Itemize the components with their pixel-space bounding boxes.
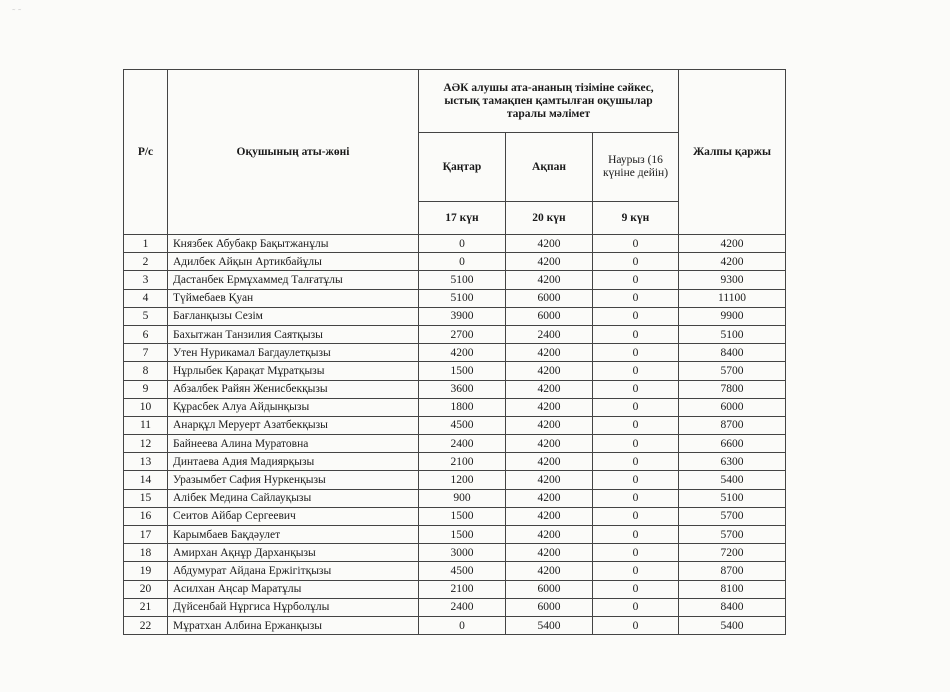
amount-total: 4200 (679, 235, 786, 253)
amount-total: 7800 (679, 380, 786, 398)
amount-mar: 0 (593, 526, 679, 544)
row-number: 8 (124, 362, 168, 380)
amount-total: 5700 (679, 507, 786, 525)
amount-total: 6300 (679, 453, 786, 471)
student-name: Құрасбек Алуа Айдынқызы (168, 398, 419, 416)
amount-jan: 3900 (419, 307, 506, 325)
amount-total: 8700 (679, 416, 786, 434)
amount-total: 11100 (679, 289, 786, 307)
amount-jan: 4500 (419, 562, 506, 580)
amount-mar: 0 (593, 598, 679, 616)
amount-feb: 4200 (506, 489, 593, 507)
amount-jan: 5100 (419, 289, 506, 307)
amount-total: 4200 (679, 253, 786, 271)
row-number: 4 (124, 289, 168, 307)
header-month-mar: Наурыз (16 күніне дейін) (593, 133, 679, 202)
amount-total: 8100 (679, 580, 786, 598)
row-number: 18 (124, 544, 168, 562)
amount-total: 9900 (679, 307, 786, 325)
amount-feb: 4200 (506, 380, 593, 398)
header-month-feb: Ақпан (506, 133, 593, 202)
amount-mar: 0 (593, 362, 679, 380)
table-row (124, 435, 786, 453)
amount-total: 6600 (679, 435, 786, 453)
row-number: 16 (124, 507, 168, 525)
amount-feb: 2400 (506, 325, 593, 343)
student-name: Уразымбет Сафия Нуркенқызы (168, 471, 419, 489)
row-number: 7 (124, 344, 168, 362)
row-number: 6 (124, 325, 168, 343)
amount-total: 8400 (679, 598, 786, 616)
amount-jan: 3600 (419, 380, 506, 398)
table-row (124, 271, 786, 289)
student-name: Анарқұл Меруерт Азатбекқызы (168, 416, 419, 434)
row-number: 19 (124, 562, 168, 580)
amount-total: 5100 (679, 489, 786, 507)
row-number: 2 (124, 253, 168, 271)
amount-jan: 3000 (419, 544, 506, 562)
amount-feb: 4200 (506, 526, 593, 544)
amount-jan: 2700 (419, 325, 506, 343)
student-name: Дүйсенбай Нұргиса Нұрболұлы (168, 598, 419, 616)
student-name: Утен Нурикамал Багдаулетқызы (168, 344, 419, 362)
amount-mar: 0 (593, 435, 679, 453)
table-row (124, 235, 786, 253)
table-row (124, 544, 786, 562)
student-name: Адилбек Айқын Артикбайұлы (168, 253, 419, 271)
amount-feb: 4200 (506, 235, 593, 253)
header-days-jan: 17 күн (419, 202, 506, 235)
amount-feb: 4200 (506, 416, 593, 434)
row-number: 3 (124, 271, 168, 289)
header-month-jan: Қаңтар (419, 133, 506, 202)
table-row (124, 416, 786, 434)
table-row (124, 344, 786, 362)
row-number: 1 (124, 235, 168, 253)
row-number: 12 (124, 435, 168, 453)
row-number: 20 (124, 580, 168, 598)
student-name: Нұрлыбек Қарақат Мұратқызы (168, 362, 419, 380)
amount-mar: 0 (593, 380, 679, 398)
header-total: Жалпы қаржы (679, 70, 786, 235)
table-row (124, 562, 786, 580)
table-row (124, 616, 786, 634)
header-days-feb: 20 күн (506, 202, 593, 235)
student-name: Абзалбек Райян Женисбекқызы (168, 380, 419, 398)
amount-mar: 0 (593, 471, 679, 489)
row-number: 10 (124, 398, 168, 416)
amount-mar: 0 (593, 453, 679, 471)
student-name: Бағланқызы Сезім (168, 307, 419, 325)
amount-jan: 1500 (419, 362, 506, 380)
amount-total: 8400 (679, 344, 786, 362)
table-row (124, 380, 786, 398)
row-number: 22 (124, 616, 168, 634)
amount-jan: 0 (419, 235, 506, 253)
amount-mar: 0 (593, 489, 679, 507)
table-row (124, 471, 786, 489)
student-name: Түймебаев Қуан (168, 289, 419, 307)
table-row (124, 489, 786, 507)
row-number: 13 (124, 453, 168, 471)
amount-jan: 1800 (419, 398, 506, 416)
amount-total: 7200 (679, 544, 786, 562)
amount-jan: 1200 (419, 471, 506, 489)
student-name: Асилхан Аңсар Маратұлы (168, 580, 419, 598)
row-number: 14 (124, 471, 168, 489)
amount-jan: 5100 (419, 271, 506, 289)
amount-total: 5700 (679, 362, 786, 380)
row-number: 21 (124, 598, 168, 616)
amount-feb: 4200 (506, 435, 593, 453)
amount-jan: 2400 (419, 435, 506, 453)
amount-total: 8700 (679, 562, 786, 580)
amount-feb: 4200 (506, 453, 593, 471)
student-name: Амирхан Ақнұр Дарханқызы (168, 544, 419, 562)
amount-feb: 4200 (506, 562, 593, 580)
header-group-title: АӘК алушы ата-ананың тізіміне сәйкес, ыстық тамақпен қамтылған оқушылар таралы мәлімет (419, 70, 679, 133)
amount-mar: 0 (593, 325, 679, 343)
table-row (124, 307, 786, 325)
table-header (124, 70, 786, 235)
amount-feb: 4200 (506, 507, 593, 525)
table-row (124, 289, 786, 307)
student-name: Динтаева Адия Мадиярқызы (168, 453, 419, 471)
amount-feb: 4200 (506, 271, 593, 289)
amount-mar: 0 (593, 289, 679, 307)
table-row (124, 507, 786, 525)
amount-mar: 0 (593, 344, 679, 362)
student-name: Мұратхан Албина Ержанқызы (168, 616, 419, 634)
table-row (124, 325, 786, 343)
amount-mar: 0 (593, 398, 679, 416)
amount-mar: 0 (593, 562, 679, 580)
table-row (124, 398, 786, 416)
header-num: Р/с (124, 70, 168, 235)
amount-mar: 0 (593, 580, 679, 598)
amount-jan: 2400 (419, 598, 506, 616)
amount-mar: 0 (593, 507, 679, 525)
scan-mark: ˜ ˜ (12, 8, 22, 19)
amount-total: 6000 (679, 398, 786, 416)
amount-mar: 0 (593, 235, 679, 253)
amount-mar: 0 (593, 253, 679, 271)
row-number: 17 (124, 526, 168, 544)
amount-feb: 4200 (506, 344, 593, 362)
amount-total: 5400 (679, 616, 786, 634)
amount-jan: 4500 (419, 416, 506, 434)
students-meal-table (123, 69, 786, 635)
amount-total: 9300 (679, 271, 786, 289)
amount-feb: 4200 (506, 544, 593, 562)
table-row (124, 253, 786, 271)
amount-jan: 1500 (419, 526, 506, 544)
row-number: 9 (124, 380, 168, 398)
amount-feb: 5400 (506, 616, 593, 634)
amount-jan: 0 (419, 253, 506, 271)
row-number: 15 (124, 489, 168, 507)
amount-feb: 6000 (506, 289, 593, 307)
amount-jan: 2100 (419, 453, 506, 471)
table-row (124, 362, 786, 380)
amount-feb: 4200 (506, 398, 593, 416)
amount-total: 5700 (679, 526, 786, 544)
amount-mar: 0 (593, 307, 679, 325)
student-name: Князбек Абубакр Бақытжанұлы (168, 235, 419, 253)
amount-jan: 4200 (419, 344, 506, 362)
row-number: 11 (124, 416, 168, 434)
header-name: Оқушының аты-жөні (168, 70, 419, 235)
amount-mar: 0 (593, 544, 679, 562)
student-name: Карымбаев Бақдәулет (168, 526, 419, 544)
header-days-mar: 9 күн (593, 202, 679, 235)
amount-feb: 6000 (506, 580, 593, 598)
amount-jan: 0 (419, 616, 506, 634)
table-body (124, 235, 786, 635)
row-number: 5 (124, 307, 168, 325)
table-row (124, 526, 786, 544)
amount-mar: 0 (593, 271, 679, 289)
student-name: Сеитов Айбар Сергеевич (168, 507, 419, 525)
student-name: Абдумурат Айдана Ержігітқызы (168, 562, 419, 580)
amount-feb: 4200 (506, 362, 593, 380)
student-name: Дастанбек Ермұхаммед Талғатұлы (168, 271, 419, 289)
amount-jan: 2100 (419, 580, 506, 598)
student-name: Алібек Медина Сайлауқызы (168, 489, 419, 507)
amount-mar: 0 (593, 616, 679, 634)
student-name: Бахытжан Танзилия Саятқызы (168, 325, 419, 343)
amount-jan: 1500 (419, 507, 506, 525)
table-row (124, 580, 786, 598)
amount-feb: 4200 (506, 471, 593, 489)
amount-feb: 6000 (506, 307, 593, 325)
amount-feb: 4200 (506, 253, 593, 271)
student-name: Байнеева Алина Муратовна (168, 435, 419, 453)
table-row (124, 453, 786, 471)
amount-feb: 6000 (506, 598, 593, 616)
amount-total: 5100 (679, 325, 786, 343)
table-row (124, 598, 786, 616)
amount-mar: 0 (593, 416, 679, 434)
amount-jan: 900 (419, 489, 506, 507)
amount-total: 5400 (679, 471, 786, 489)
